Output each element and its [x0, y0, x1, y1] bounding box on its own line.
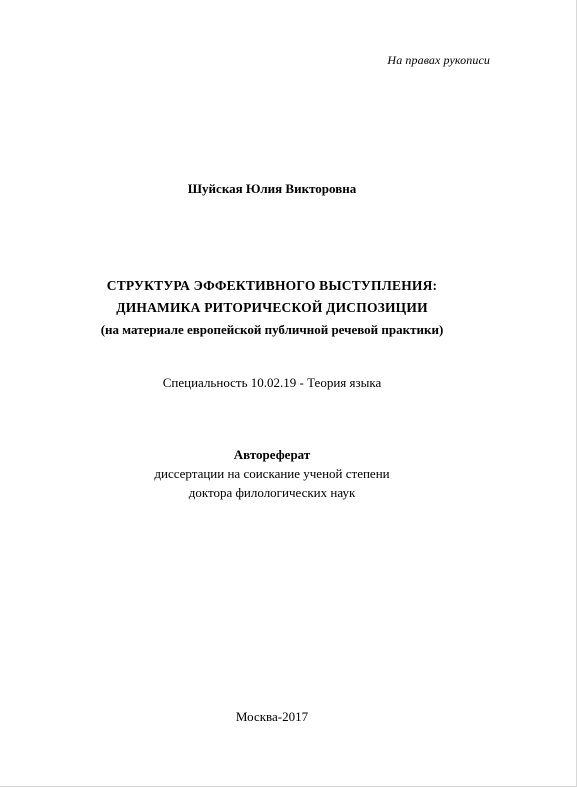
author-name: Шуйская Юлия Викторовна [187, 181, 357, 196]
abstract-heading: Автореферат [233, 447, 311, 462]
abstract-line-2: доктора филологических наук [188, 485, 356, 500]
city-year: Москва-2017 [235, 709, 309, 724]
title-subtitle: (на материале европейской публичной речевой практики) [100, 322, 444, 337]
abstract-line-1: диссертации на соискание ученой степени [154, 466, 390, 481]
manuscript-note: На правах рукописи [387, 53, 490, 67]
dissertation-title [0, 275, 544, 341]
title-line-1: СТРУКТУРА ЭФФЕКТИВНОГО ВЫСТУПЛЕНИЯ: [106, 278, 438, 293]
specialty-line: Специальность 10.02.19 - Теория языка [162, 375, 382, 390]
abstract-block [0, 445, 544, 502]
title-line-2: ДИНАМИКА РИТОРИЧЕСКОЙ ДИСПОЗИЦИИ [116, 300, 428, 315]
